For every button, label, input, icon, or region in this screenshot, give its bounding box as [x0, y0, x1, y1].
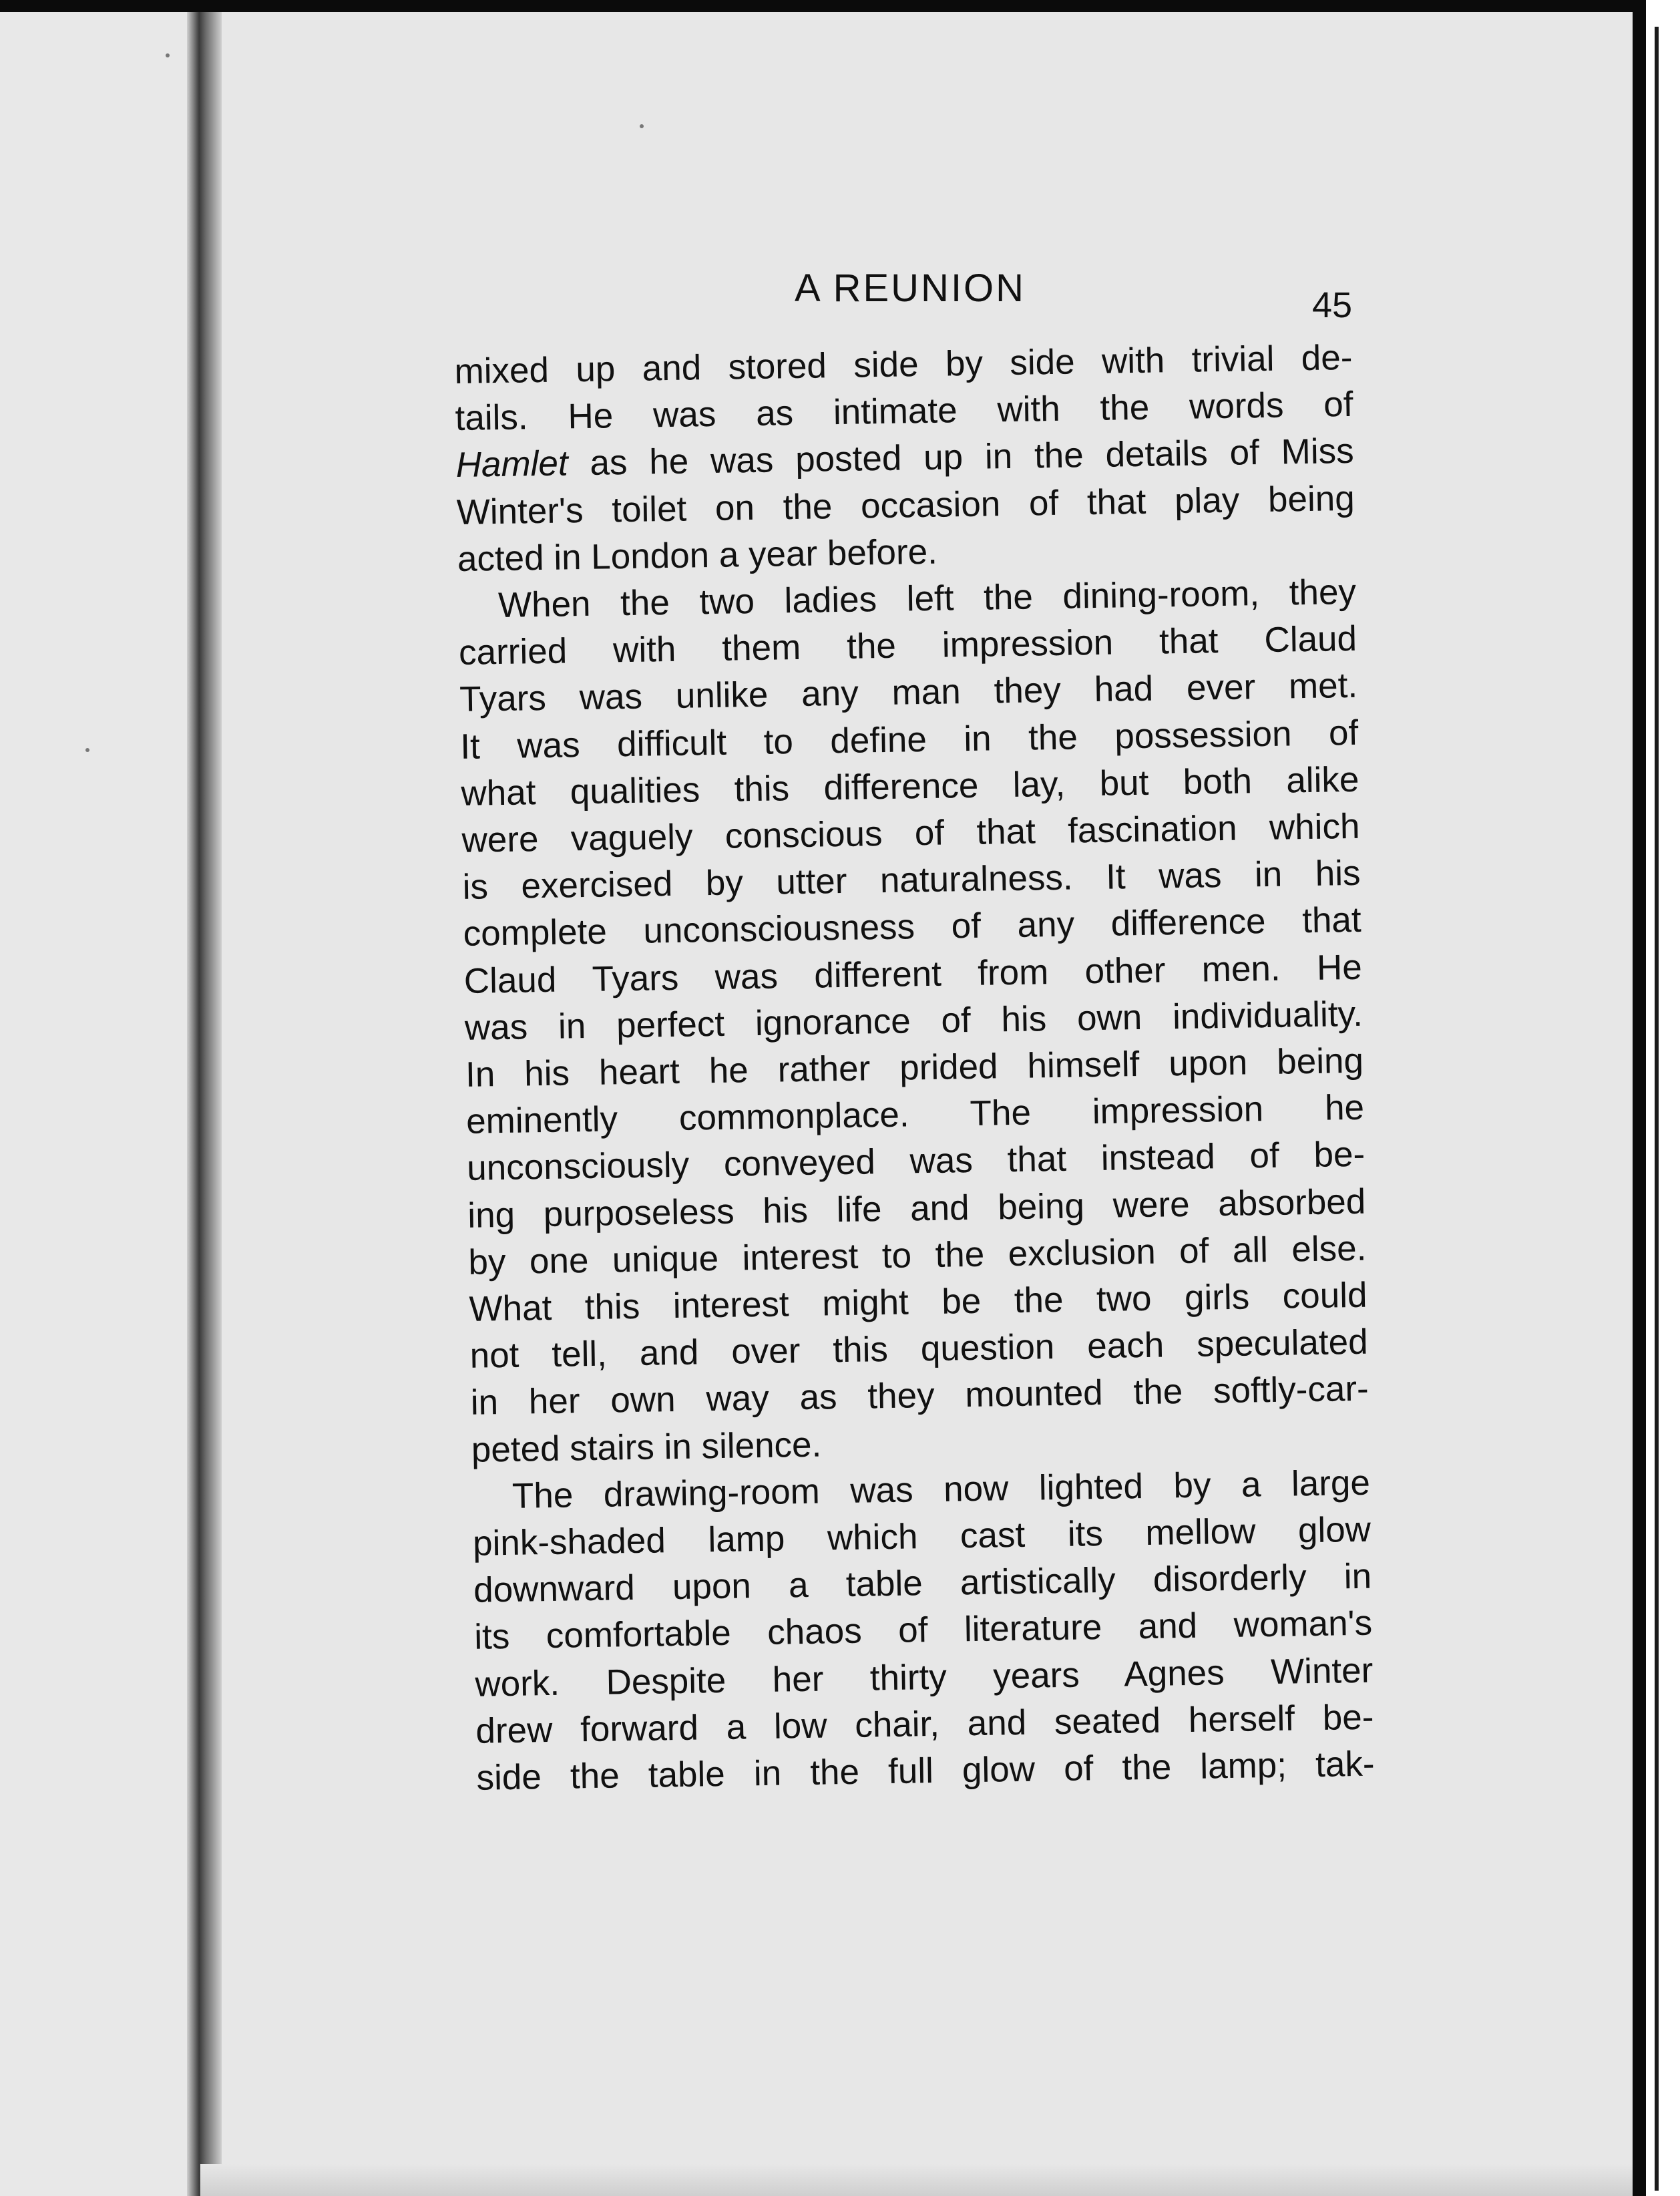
text-line: eminently commonplace. The impression he	[465, 1087, 1365, 1142]
running-head: A REUNION	[795, 266, 1026, 310]
body-text	[454, 335, 1375, 1802]
left-page-margin	[0, 12, 200, 2196]
text-line: side the table in the full glow of the lamp; tak-	[476, 1744, 1375, 1798]
scan-right-border	[1633, 0, 1646, 2196]
page-bottom-shadow	[200, 2164, 1633, 2196]
text-line: downward upon a table artistically disorderly in	[473, 1556, 1372, 1611]
scan-edge-line	[1655, 27, 1659, 2191]
text-line: by one unique interest to the exclusion of all else.	[468, 1228, 1367, 1282]
scan-right-margin	[1646, 12, 1680, 2196]
text-line: was in perfect ignorance of his own individuality.	[464, 994, 1363, 1048]
text-line: what qualities this difference lay, but both alike	[461, 759, 1359, 813]
scan-top-border	[0, 0, 1643, 12]
text-line-rest: as he was posted up in the details of Miss	[568, 431, 1355, 484]
text-line: peted stairs in silence.	[471, 1425, 822, 1470]
text-line: were vaguely conscious of that fascination which	[461, 806, 1360, 860]
book-gutter	[187, 12, 222, 2196]
text-line: The drawing-room was now lighted by a large	[511, 1463, 1371, 1516]
italic-title: Hamlet	[455, 443, 569, 486]
text-line: ing purposeless his life and being were absorbed	[467, 1181, 1366, 1236]
text-line: carried with them the impression that Claud	[458, 619, 1357, 673]
page-number: 45	[1312, 285, 1353, 325]
text-line: When the two ladies left the dining-room, they	[497, 572, 1357, 626]
text-line: In his heart he rather prided himself upon being	[465, 1041, 1364, 1095]
text-line: not tell, and over this question each speculated	[469, 1322, 1368, 1377]
text-line: drew forward a low chair, and seated herself be-	[475, 1697, 1374, 1751]
text-line: Winter's toilet on the occasion of that play being	[456, 478, 1355, 532]
text-line: complete unconsciousness of any difference that	[463, 900, 1362, 954]
text-line: tails. He was as intimate with the words of	[455, 385, 1353, 439]
paragraph-1	[454, 335, 1355, 583]
text-line: its comfortable chaos of literature and woman's	[473, 1604, 1373, 1658]
text-line: mixed up and stored side by side with trivial de-	[454, 337, 1353, 391]
text-line: in her own way as they mounted the softly-car-	[470, 1369, 1370, 1423]
text-line: work. Despite her thirty years Agnes Winter	[474, 1650, 1374, 1704]
text-line: What this interest might be the two girls could	[469, 1275, 1368, 1329]
paragraph-2	[458, 569, 1370, 1474]
dust-speck	[166, 53, 170, 57]
text-line: Tyars was unlike any man they had ever met.	[459, 666, 1358, 720]
text-line: It was difficult to define in the possession of	[459, 713, 1359, 767]
text-line: Claud Tyars was different from other men. He	[463, 947, 1363, 1001]
text-line: unconsciously conveyed was that instead of be-	[466, 1135, 1366, 1189]
dust-speck	[85, 748, 89, 752]
paragraph-3	[471, 1460, 1375, 1802]
text-line: is exercised by utter naturalness. It was in his	[462, 854, 1361, 908]
text-line: acted in London a year before.	[457, 532, 938, 579]
dust-speck	[640, 124, 644, 128]
text-line: pink-shaded lamp which cast its mellow glow	[472, 1509, 1372, 1564]
